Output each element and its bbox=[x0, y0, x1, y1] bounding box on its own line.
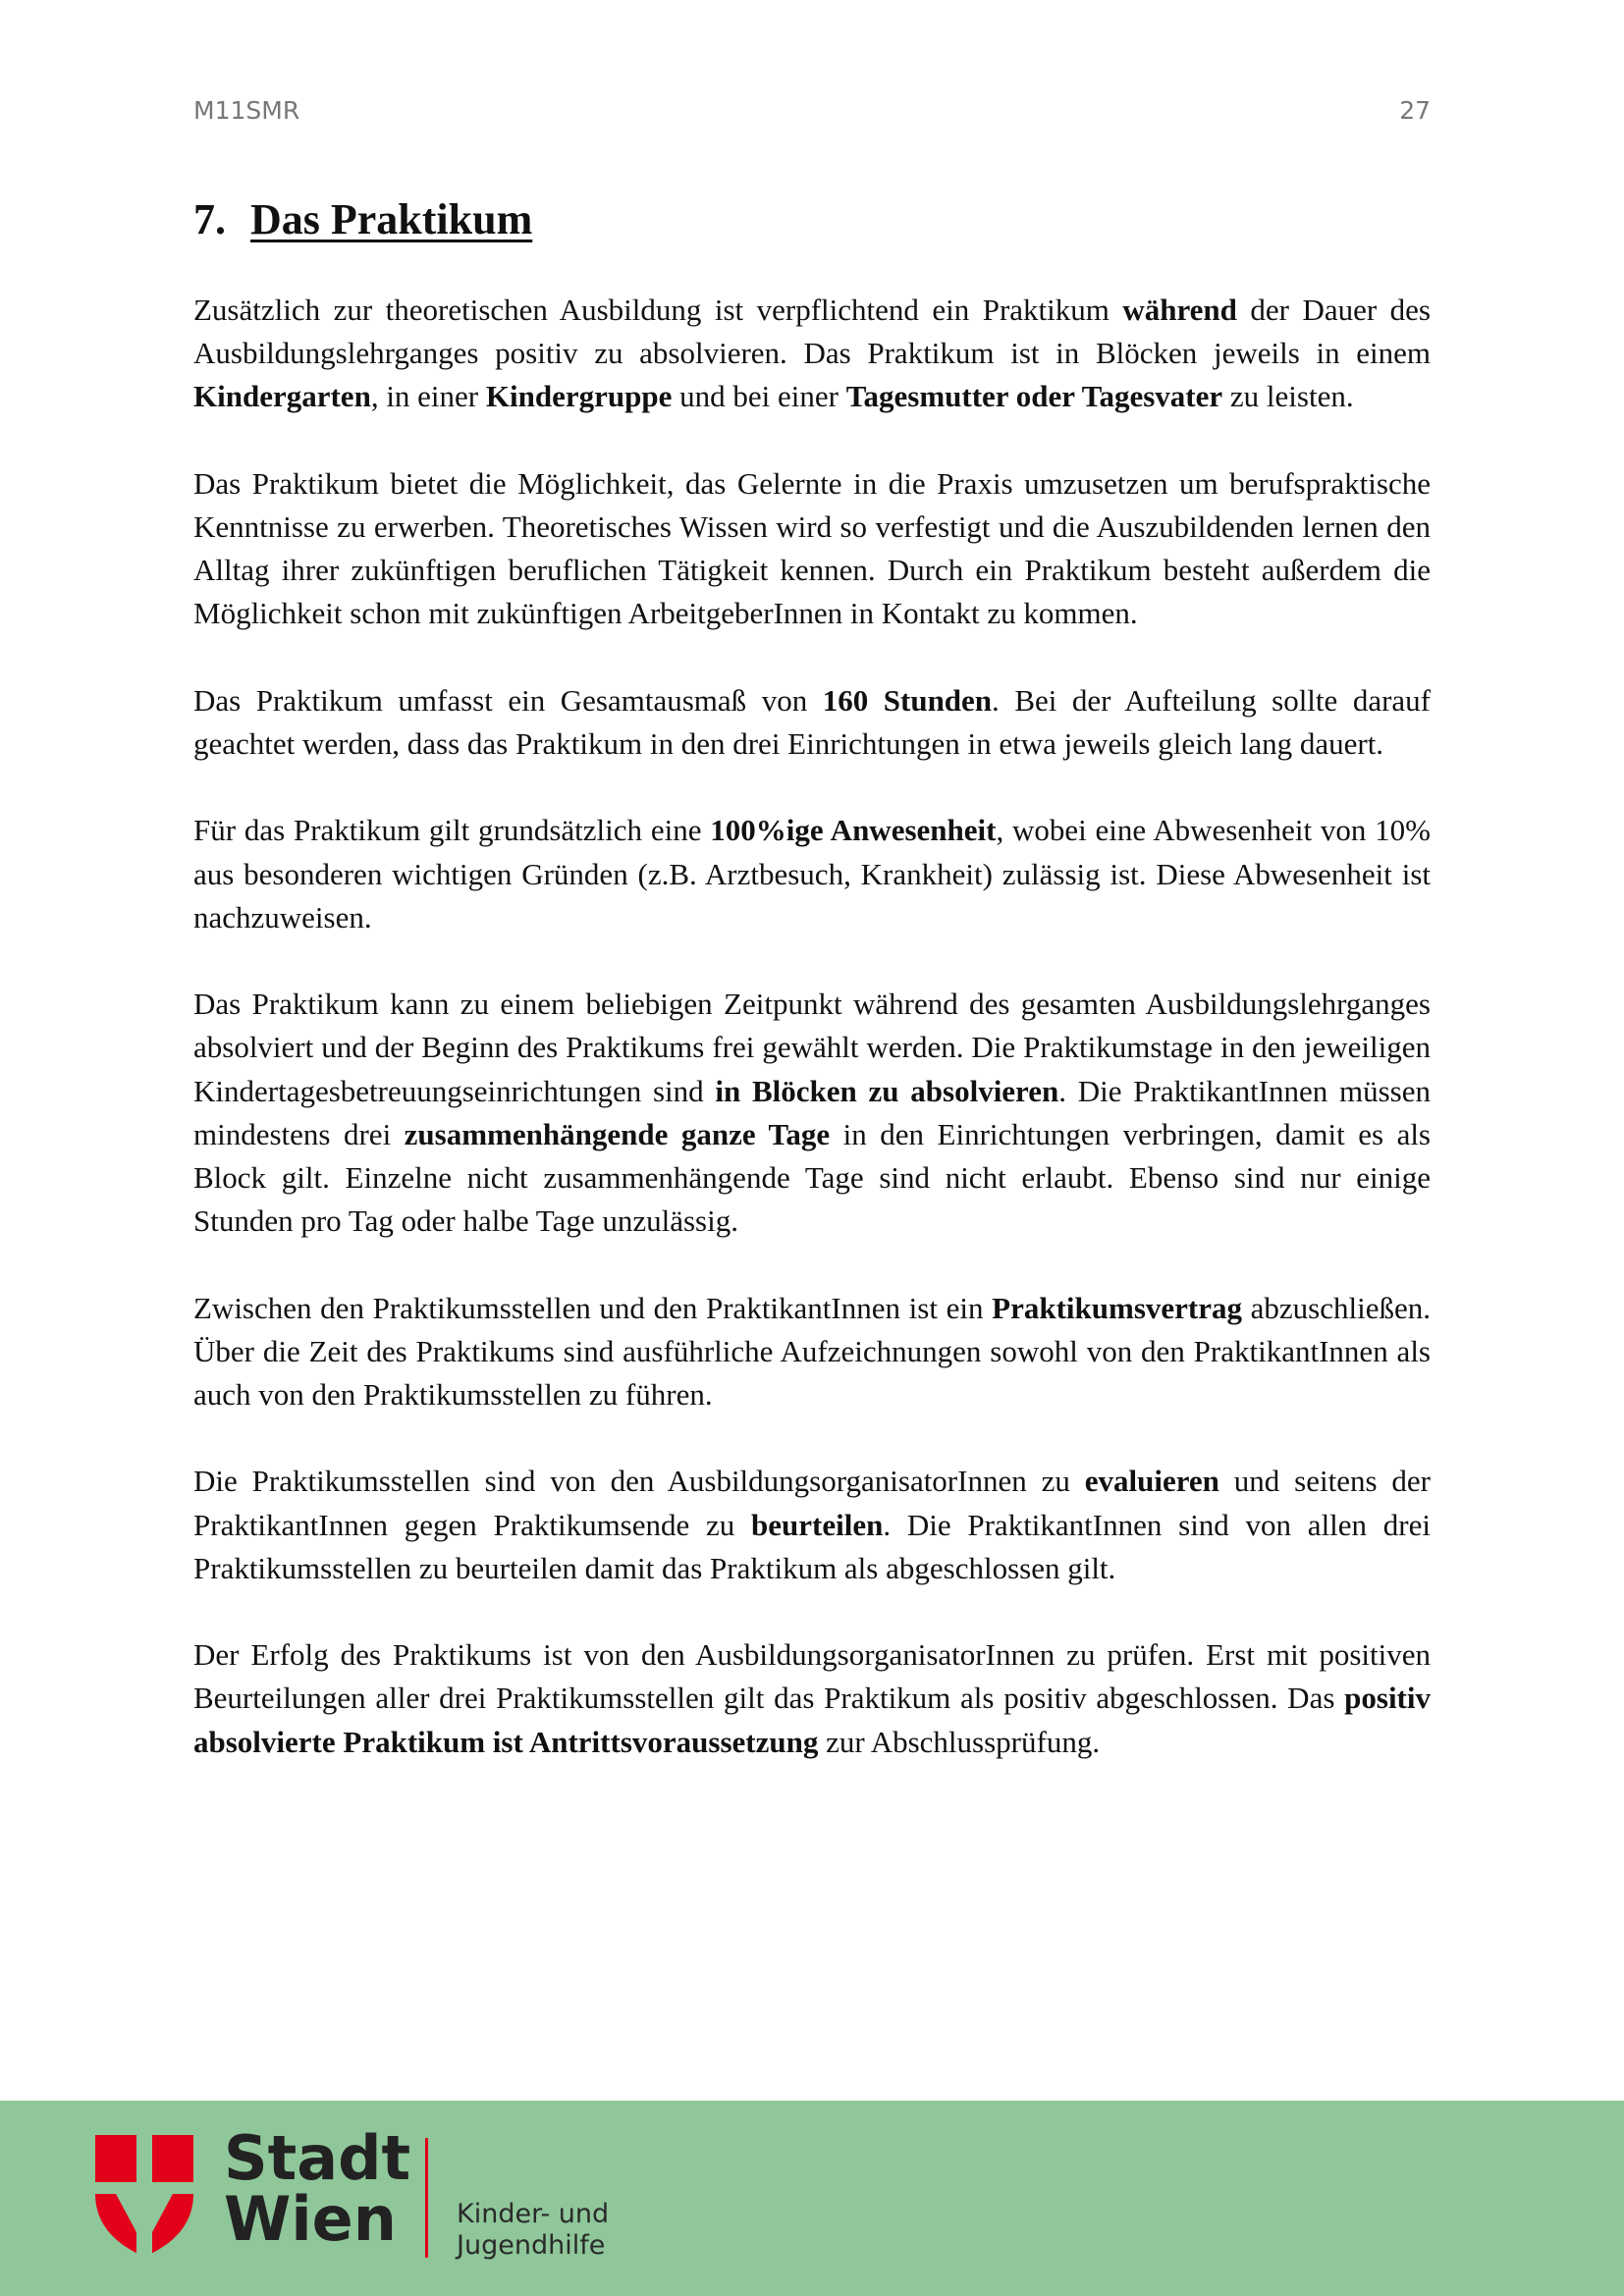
body-text bbox=[193, 289, 1431, 1807]
section-title: Das Praktikum bbox=[250, 195, 533, 243]
text-run: , wobei eine Abwesenheit von 10% aus besonderen wichtigen Gründen (z.B. Arztbesuch, Krankheit) zulässig ist. Diese Abwesenheit ist nachzuweisen. bbox=[193, 813, 1431, 934]
text-run: zur Abschlussprüfung. bbox=[818, 1724, 1101, 1759]
text-run: der Dauer des Ausbildungslehrganges positiv zu absolvieren. Das Praktikum ist in Blöcken jeweils in einem bbox=[193, 293, 1431, 371]
footer-band bbox=[0, 2101, 1624, 2296]
stadt-wien-wordmark bbox=[224, 2122, 411, 2255]
text-run: zu leisten. bbox=[1222, 379, 1354, 414]
logo-divider bbox=[425, 2138, 428, 2258]
wordmark-line-1: Stadt bbox=[224, 2122, 411, 2194]
paragraph-7 bbox=[193, 1460, 1431, 1590]
text-run: abzuschließen. Über die Zeit des Praktikums sind ausführliche Aufzeichnungen sowohl von den PraktikantInnen als auch von den Praktikumsstellen zu führen. bbox=[193, 1290, 1431, 1412]
paragraph-5 bbox=[193, 983, 1431, 1243]
page-number: 27 bbox=[1399, 96, 1431, 125]
paragraph-8 bbox=[193, 1633, 1431, 1764]
vienna-shield-icon bbox=[95, 2135, 193, 2257]
department-line-2: Jugendhilfe bbox=[457, 2230, 606, 2261]
text-run: . Die PraktikantInnen müssen mindestens drei bbox=[193, 1073, 1431, 1151]
bold-text: Kindergruppe bbox=[485, 379, 673, 414]
text-run: Zwischen den Praktikumsstellen und den PraktikantInnen ist ein bbox=[193, 1290, 993, 1325]
text-run: und bei einer bbox=[672, 379, 846, 414]
text-run: Das Praktikum bietet die Möglichkeit, das Gelernte in die Praxis umzusetzen um berufspraktische Kenntnisse zu erwerben. Theoretisches Wissen wird so verfestigt und die Auszubildenden lernen den Alltag ihrer zukünftigen beruflichen Tätigkeit kennen. Durch ein Praktikum besteht außerdem die Möglichkeit schon mit zukünftigen ArbeitgeberInnen in Kontakt zu kommen. bbox=[193, 465, 1431, 631]
text-run: . Die PraktikantInnen sind von allen drei Praktikumsstellen zu beurteilen damit das Praktikum als abgeschlossen gilt. bbox=[193, 1507, 1431, 1585]
text-run: Der Erfolg des Praktikums ist von den AusbildungsorganisatorInnen zu prüfen. Erst mit positiven Beurteilungen aller drei Praktikumsstellen gilt das Praktikum als positiv abgeschlossen. Das bbox=[193, 1637, 1431, 1716]
wordmark-line-2: Wien bbox=[224, 2183, 397, 2255]
text-run: Für das Praktikum gilt grundsätzlich eine bbox=[193, 813, 711, 848]
department-name bbox=[457, 2199, 609, 2262]
bold-text: beurteilen bbox=[751, 1507, 884, 1542]
section-heading bbox=[193, 192, 532, 247]
text-run: , in einer bbox=[370, 379, 486, 414]
text-run: Das Praktikum umfasst ein Gesamtausmaß von bbox=[193, 682, 823, 718]
bold-text: positiv absolvierte Praktikum ist Antrittsvoraussetzung bbox=[193, 1681, 1431, 1759]
bold-text: in Blöcken zu absolvieren bbox=[715, 1073, 1059, 1108]
text-run: und seitens der PraktikantInnen gegen Praktikumsende zu bbox=[193, 1464, 1431, 1542]
text-run: . Bei der Aufteilung sollte darauf geachtet werden, dass das Praktikum in den drei Einrichtungen in etwa jeweils gleich lang dauert. bbox=[193, 682, 1431, 761]
section-number: 7. bbox=[193, 195, 226, 243]
document-code: M11SMR bbox=[193, 96, 300, 125]
paragraph-1 bbox=[193, 289, 1431, 419]
bold-text: evaluieren bbox=[1084, 1464, 1219, 1499]
text-run: in den Einrichtungen verbringen, damit es als Block gilt. Einzelne nicht zusammenhängende Tage sind nicht erlaubt. Ebenso sind nur einige Stunden pro Tag oder halbe Tage unzulässig. bbox=[193, 1116, 1431, 1239]
bold-text: 100%ige Anwesenheit bbox=[710, 813, 997, 848]
department-line-1: Kinder- und bbox=[457, 2199, 610, 2229]
paragraph-2 bbox=[193, 462, 1431, 636]
bold-text: 160 Stunden bbox=[822, 682, 993, 718]
text-run: Zusätzlich zur theoretischen Ausbildung ist verpflichtend ein Praktikum bbox=[193, 293, 1123, 327]
bold-text: Tagesmutter oder Tagesvater bbox=[845, 379, 1223, 414]
paragraph-4 bbox=[193, 809, 1431, 939]
page-header bbox=[193, 96, 1431, 135]
bold-text: während bbox=[1122, 293, 1237, 327]
bold-text: Praktikumsvertrag bbox=[992, 1290, 1242, 1325]
bold-text: zusammenhängende ganze Tage bbox=[404, 1116, 831, 1151]
paragraph-6 bbox=[193, 1287, 1431, 1417]
paragraph-3 bbox=[193, 679, 1431, 766]
text-run: Die Praktikumsstellen sind von den AusbildungsorganisatorInnen zu bbox=[193, 1464, 1085, 1499]
bold-text: Kindergarten bbox=[193, 379, 371, 414]
text-run: Das Praktikum kann zu einem beliebigen Zeitpunkt während des gesamten Ausbildungslehrganges absolviert und der Beginn des Praktikums frei gewählt werden. Die Praktikumstage in den jeweiligen Kindertagesbetreuungseinrichtungen sind bbox=[193, 987, 1431, 1108]
